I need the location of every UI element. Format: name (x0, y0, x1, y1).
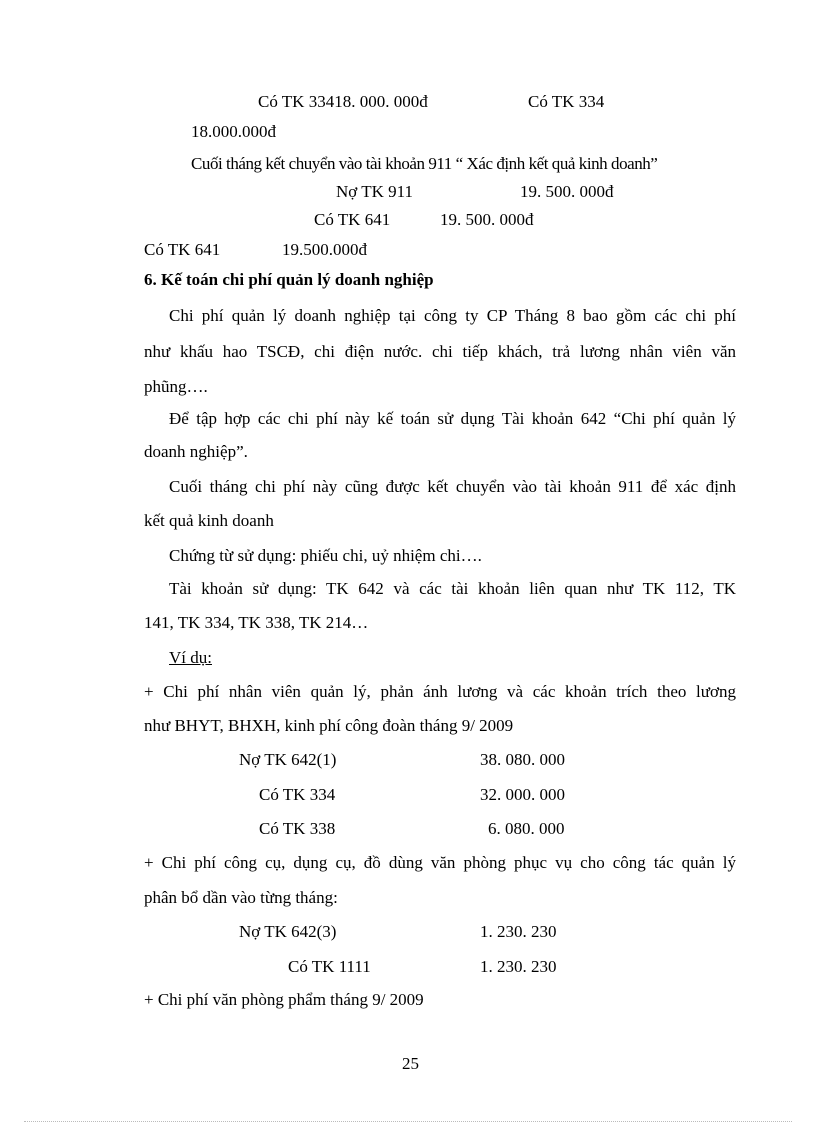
example1-entry-label: Có TK 334 (259, 785, 336, 804)
entry-no-911-label: Nợ TK 911 (336, 182, 413, 201)
entry-co-334-left: Có TK 33418. 000. 000đ (258, 92, 428, 111)
example2-entry-label: Có TK 1111 (288, 957, 371, 976)
example2-entry-label: Nợ TK 642(3) (239, 922, 337, 941)
entry-co-641-amount: 19. 500. 000đ (440, 210, 534, 229)
entry-co-641b-label: Có TK 641 (144, 240, 221, 259)
entry-co-641-label: Có TK 641 (314, 210, 391, 229)
page-number: 25 (402, 1054, 419, 1073)
example2-line2: phân bổ dần vào từng tháng: (144, 888, 338, 907)
example1-entry-amount: 6. 080. 000 (488, 819, 565, 838)
example-label: Ví dụ: (169, 648, 212, 667)
entry-amount-18m: 18.000.000đ (191, 122, 276, 141)
para3-line1: Cuối tháng chi phí này cũng được kết chuyển vào tài khoản 911 để xác định (169, 477, 736, 496)
entry-co-334-right: Có TK 334 (528, 92, 605, 111)
example1-entry-label: Có TK 338 (259, 819, 336, 838)
para1-line3: phũng…. (144, 377, 208, 396)
example1-entry-label: Nợ TK 642(1) (239, 750, 337, 769)
para2-line1: Để tập hợp các chi phí này kế toán sử dụng Tài khoản 642 “Chi phí quản lý (169, 409, 736, 428)
para3-line2: kết quả kinh doanh (144, 511, 274, 530)
entry-no-911-amount: 19. 500. 000đ (520, 182, 614, 201)
example2-line1: + Chi phí công cụ, dụng cụ, đồ dùng văn phòng phục vụ cho công tác quản lý (144, 853, 736, 872)
section-heading: 6. Kế toán chi phí quản lý doanh nghiệp (144, 270, 434, 289)
example1-line2: như BHYT, BHXH, kinh phí công đoàn tháng 9/ 2009 (144, 716, 514, 735)
page-bottom-rule (24, 1121, 792, 1122)
example2-entry-amount: 1. 230. 230 (480, 922, 557, 941)
example1-line1: + Chi phí nhân viên quản lý, phản ánh lương và các khoản trích theo lương (144, 682, 736, 701)
example1-entry-amount: 32. 000. 000 (480, 785, 565, 804)
para1-line2: như khấu hao TSCĐ, chi điện nước. chi tiếp khách, trả lương nhân viên văn (144, 342, 736, 361)
para5-line2: 141, TK 334, TK 338, TK 214… (144, 613, 369, 632)
para5-line1: Tài khoản sử dụng: TK 642 và các tài khoản liên quan như TK 112, TK (169, 579, 736, 598)
transfer-911-note: Cuối tháng kết chuyển vào tài khoản 911 “ Xác định kết quả kinh doanh” (191, 154, 658, 173)
para1-line1: Chi phí quản lý doanh nghiệp tại công ty CP Tháng 8 bao gồm các chi phí (169, 306, 736, 325)
para4: Chứng từ sử dụng: phiếu chi, uỷ nhiệm chi…. (169, 546, 482, 565)
example3-line1: + Chi phí văn phòng phẩm tháng 9/ 2009 (144, 990, 424, 1009)
para2-line2: doanh nghiệp”. (144, 442, 248, 461)
example1-entry-amount: 38. 080. 000 (480, 750, 565, 769)
example2-entry-amount: 1. 230. 230 (480, 957, 557, 976)
entry-co-641b-amount: 19.500.000đ (282, 240, 367, 259)
